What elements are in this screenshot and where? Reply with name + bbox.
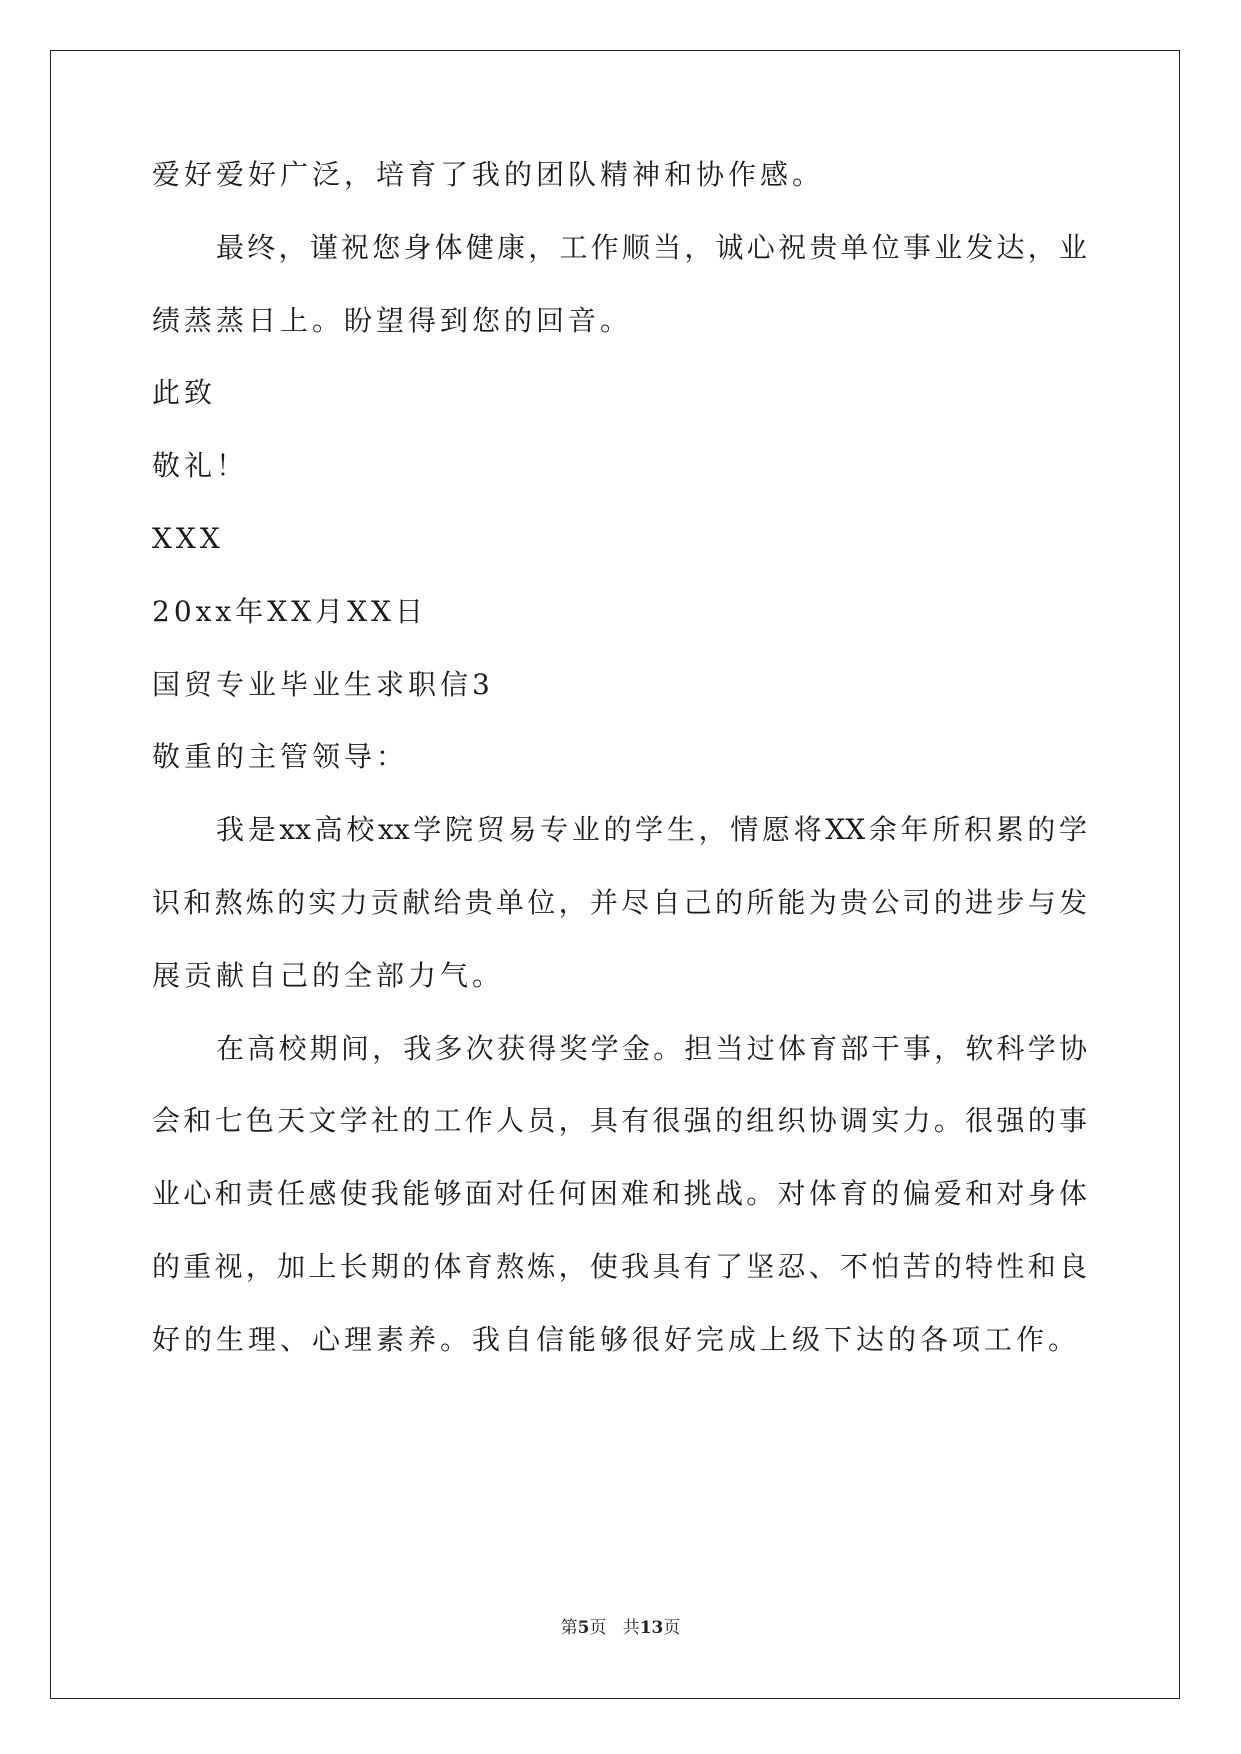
- page-footer: [0, 1613, 1241, 1638]
- paragraph-line: 展贡献自己的全部力气。: [152, 959, 505, 992]
- paragraph-line: 会和七色天文学社的工作人员，具有很强的组织协调实力。很强的事: [152, 1104, 1087, 1137]
- paragraph-line: 识和熬炼的实力贡献给贵单位，并尽自己的所能为贵公司的进步与发: [152, 886, 1087, 919]
- paragraph-line: 好的生理、心理素养。我自信能够很好完成上级下达的各项工作。: [152, 1323, 1081, 1356]
- paragraph-line: 业心和责任感使我能够面对任何困难和挑战。对体育的偏爱和对身体: [152, 1177, 1087, 1210]
- section-heading: 国贸专业毕业生求职信3: [152, 668, 494, 701]
- footer-suffix: 页: [663, 1618, 681, 1638]
- page-total: 13: [639, 1618, 664, 1638]
- paragraph-line: 爱好爱好广泛，培育了我的团队精神和协作感。: [152, 158, 825, 191]
- letter-greeting: 敬重的主管领导：: [152, 740, 409, 773]
- footer-prefix: 第: [560, 1618, 578, 1638]
- footer-mid: 页 共: [589, 1618, 640, 1638]
- paragraph-line: 最终，谨祝您身体健康，工作顺当，诚心祝贵单位事业发达，业: [216, 231, 1087, 264]
- paragraph-line: 在高校期间，我多次获得奖学金。担当过体育部干事，软科学协: [216, 1032, 1087, 1065]
- closing-salutation: 此致: [152, 376, 217, 409]
- page-number: 5: [577, 1618, 590, 1638]
- paragraph-line: 的重视，加上长期的体育熬炼，使我具有了坚忍、不怕苦的特性和良: [152, 1250, 1087, 1283]
- signature-name: XXX: [152, 522, 224, 555]
- closing-regards: 敬礼！: [152, 449, 249, 482]
- paragraph-line: 我是xx高校xx学院贸易专业的学生，情愿将XX余年所积累的学: [216, 813, 1087, 846]
- page-border: [50, 50, 1180, 1699]
- signature-date: 20xx年XX月XX日: [152, 595, 427, 628]
- paragraph-line: 绩蒸蒸日上。盼望得到您的回音。: [152, 304, 633, 337]
